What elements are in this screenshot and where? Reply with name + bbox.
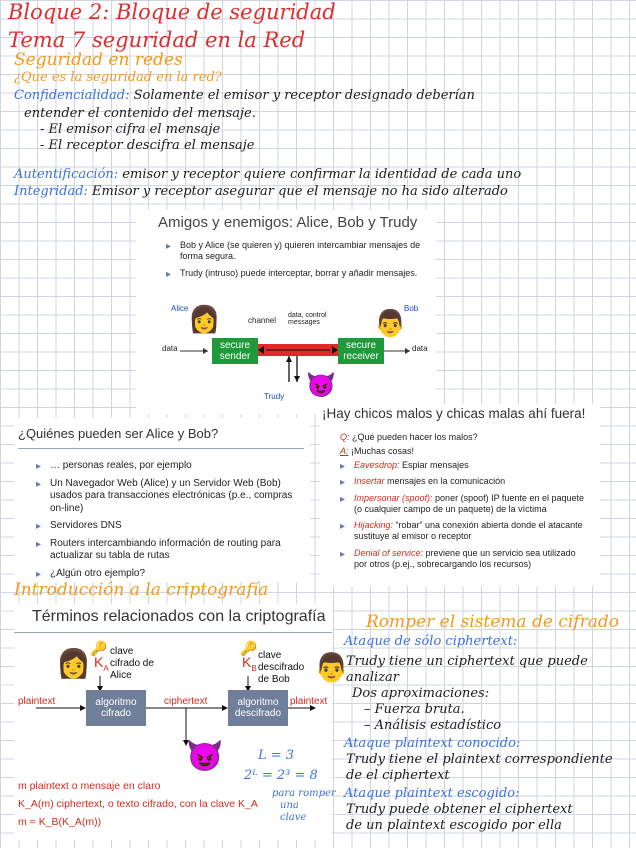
threat-list: [340, 460, 590, 575]
integrity-label: Integridad:: [14, 184, 88, 199]
bob-label: Bob: [404, 304, 419, 313]
key-a-icon: 🔑: [90, 640, 108, 656]
threat-item: [340, 493, 590, 516]
alice-label: Alice: [171, 304, 189, 313]
threat-term: Eavesdrop:: [354, 460, 400, 470]
bullet-item: ▸ … personas reales, por ejemplo: [36, 460, 308, 473]
attack-ciphertext-only-label: Ataque de sólo ciphertext:: [344, 634, 518, 649]
attack1-line-2: analizar: [346, 670, 400, 685]
bullet-list: [36, 460, 308, 585]
slide-title: Amigos y enemigos: Alice, Bob y Trudy: [158, 214, 418, 231]
title-divider: [18, 448, 304, 449]
a-prefix: A:: [340, 446, 349, 456]
threat-text: mensajes en la comunicación: [387, 476, 506, 487]
threat-item: [340, 476, 590, 487]
threat-term: Hijacking:: [354, 520, 394, 530]
threat-item: [340, 520, 590, 543]
plaintext-left-label: plaintext: [18, 696, 56, 707]
threat-text: “robar” una conexión abierta donde el atacante sustituye al emisor o receptor: [354, 520, 583, 542]
trudy-icon: 😈: [186, 740, 224, 773]
confidentiality-label: Confidencialidad:: [14, 88, 130, 103]
break-cipher-heading: Romper el sistema de cifrado: [366, 612, 619, 632]
threat-item: [340, 548, 590, 571]
bullet-item: ▸ Trudy (intruso) puede interceptar, borrar y añadir mensajes.: [166, 268, 428, 279]
key-b-icon: 🔑: [240, 640, 258, 656]
bob-icon: 👨: [314, 652, 349, 683]
math-note-2: una: [280, 800, 299, 811]
authentication-line: [14, 167, 521, 182]
threat-item: [340, 460, 590, 471]
def-ciphertext: K_A(m) ciphertext, o texto cifrado, con la clave K_A: [18, 798, 258, 810]
question: ¿Que es la seguridad en la red?: [14, 70, 222, 85]
intro-crypto-heading: Introducción a la criptografía: [14, 580, 269, 600]
math-note-3: clave: [280, 812, 307, 823]
bullet-item: ▸ Routers intercambiando información de routing para actualizar su tabla de rutas: [36, 538, 308, 563]
attack1-item-2: – Análisis estadístico: [364, 718, 502, 733]
slide-who-alice-bob: [14, 418, 310, 582]
key-a-symbol: $K_A$: [94, 654, 109, 673]
alice-icon: 👩: [188, 304, 221, 334]
trudy-label: Trudy: [264, 392, 285, 401]
key-a-label: clave cifrado de Alice: [110, 646, 154, 681]
def-plaintext: m plaintext o mensaje en claro: [18, 780, 161, 792]
threat-term: Denial of service:: [354, 547, 424, 558]
attack-chosen-plaintext-label: Ataque plaintext escogido:: [344, 786, 520, 801]
secure-receiver-box: secure receiver: [338, 338, 384, 364]
threat-term: Insertar: [354, 476, 385, 487]
confidentiality-text-2: entender el contenido del mensaje.: [24, 106, 256, 121]
slide-title: ¿Quiénes pueden ser Alice y Bob?: [18, 426, 219, 441]
attack1-item-1: – Fuerza bruta.: [364, 702, 465, 717]
integrity-line: [14, 184, 508, 199]
slide-friends-enemies: [136, 210, 436, 414]
math-power: 2ᴸ = 2³ = 8: [244, 768, 318, 783]
threat-text: Espiar mensajes: [402, 460, 469, 470]
attack3-line-2: de un plaintext escogido por ella: [346, 818, 562, 833]
ciphertext-label: ciphertext: [164, 696, 208, 707]
confidentiality-line: [14, 88, 475, 103]
bullet-item: ▸ Un Navegador Web (Alice) y un Servidor Web (Bob) usados para transacciones electrónicas (p.e., compras on-line): [36, 478, 308, 516]
slide-title: Términos relacionados con la criptografía: [32, 608, 326, 625]
authentication-label: Autentificación:: [14, 167, 119, 182]
secure-sender-box: secure sender: [212, 338, 258, 364]
data-control-label: data, control messages: [288, 312, 327, 327]
attack1-line-1: Trudy tiene un ciphertext que puede: [346, 654, 588, 669]
data-left-label: data: [162, 344, 178, 353]
math-note-1: para romper: [272, 788, 336, 799]
threat-text: poner (spoof) IP fuente en el paquete (o cualquier campo de un paquete) de la víctima: [354, 492, 584, 514]
alice-icon: 👩: [56, 648, 91, 679]
key-b-label: clave descifrado de Bob: [258, 650, 305, 685]
diagram-arrows: [136, 210, 436, 414]
key-b-symbol: $K_B$: [242, 654, 257, 673]
attack1-line-3: Dos aproximaciones:: [352, 686, 490, 701]
integrity-text: Emisor y receptor asegurar que el mensaje no ha sido alterado: [92, 184, 508, 199]
attack3-line-1: Trudy puede obtener el ciphertext: [346, 802, 573, 817]
confidentiality-item-2: - El receptor descifra el mensaje: [40, 138, 255, 153]
algo-decrypt-box: algoritmo descifrado: [228, 690, 288, 726]
section-networks: Seguridad en redes: [14, 50, 183, 70]
a-text: ¡Muchas cosas!: [351, 446, 415, 456]
confidentiality-item-1: - El emisor cifra el mensaje: [40, 122, 221, 137]
def-decrypt: m = K_B(K_A(m)): [18, 816, 102, 828]
plaintext-right-label: plaintext: [290, 696, 328, 707]
authentication-text: emisor y receptor quiere confirmar la identidad de cada uno: [122, 167, 522, 182]
slide-bad-guys: [320, 404, 600, 586]
topic-title: Tema 7 seguridad en la Red: [8, 28, 306, 52]
trudy-icon: 😈: [306, 372, 336, 399]
bullet-item: ▸ ¿Algún otro ejemplo?: [36, 568, 308, 581]
attack-known-plaintext-label: Ataque plaintext conocido:: [344, 736, 521, 751]
slide-title: ¡Hay chicos malos y chicas malas ahí fuera!: [322, 406, 586, 421]
channel-label: channel: [248, 316, 277, 325]
confidentiality-text: Solamente el emisor y receptor designado deberían: [133, 88, 475, 103]
attack2-line-2: de el ciphertext: [346, 768, 450, 783]
question-line: [340, 432, 478, 442]
block-title: Bloque 2: Bloque de seguridad: [8, 0, 336, 24]
bullet-item: ▸ Servidores DNS: [36, 520, 308, 533]
algo-encrypt-box: algoritmo cifrado: [86, 690, 146, 726]
q-text: ¿Qué pueden hacer los malos?: [352, 432, 478, 442]
threat-term: Impersonar (spoof):: [354, 492, 433, 503]
bob-icon: 👨: [374, 308, 407, 338]
answer-line: [340, 446, 414, 456]
q-prefix: Q:: [340, 432, 350, 442]
threat-text: previene que un servicio sea utilizado por otros (p.ej., sobrecargando los recursos): [354, 547, 576, 569]
attack2-line-1: Trudy tiene el plaintext correspondiente: [346, 752, 613, 767]
data-right-label: data: [412, 344, 428, 353]
bullet-item: ▸ Bob y Alice (se quieren y) quieren intercambiar mensajes de forma segura.: [166, 240, 428, 263]
math-l: L = 3: [258, 748, 295, 763]
